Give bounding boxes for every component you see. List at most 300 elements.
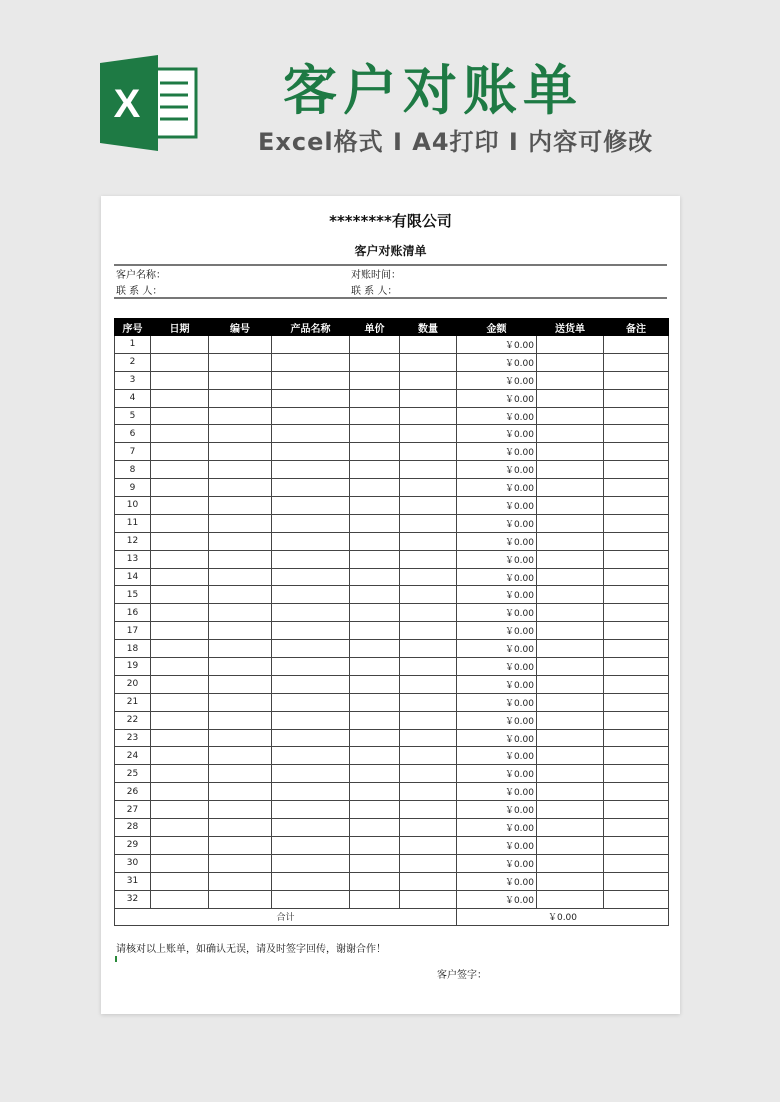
- table-cell[interactable]: [537, 819, 604, 837]
- table-cell[interactable]: [400, 622, 457, 640]
- table-cell[interactable]: [604, 783, 669, 801]
- amount-cell[interactable]: ￥0.00: [457, 854, 537, 872]
- table-cell[interactable]: [272, 890, 350, 908]
- table-cell[interactable]: [604, 836, 669, 854]
- table-cell[interactable]: [350, 729, 400, 747]
- table-cell[interactable]: [272, 443, 350, 461]
- table-cell[interactable]: [400, 890, 457, 908]
- table-cell[interactable]: [350, 336, 400, 354]
- table-cell[interactable]: [209, 819, 272, 837]
- table-cell[interactable]: [151, 819, 209, 837]
- table-cell[interactable]: [151, 854, 209, 872]
- table-cell[interactable]: [272, 389, 350, 407]
- table-cell[interactable]: [537, 336, 604, 354]
- table-cell[interactable]: [209, 371, 272, 389]
- table-cell[interactable]: [151, 532, 209, 550]
- table-cell[interactable]: [272, 854, 350, 872]
- svg-text:X: X: [113, 82, 141, 126]
- table-row: [115, 890, 669, 908]
- table-cell[interactable]: [400, 586, 457, 604]
- table-cell[interactable]: [151, 801, 209, 819]
- table-cell[interactable]: [272, 801, 350, 819]
- amount-cell[interactable]: ￥0.00: [457, 711, 537, 729]
- total-value: ￥0.00: [457, 908, 669, 926]
- table-cell[interactable]: [400, 443, 457, 461]
- table-cell[interactable]: [209, 729, 272, 747]
- column-header: 日期: [151, 319, 209, 336]
- table-cell[interactable]: [151, 729, 209, 747]
- table-cell[interactable]: [272, 371, 350, 389]
- row-number-cell: 13: [115, 550, 151, 568]
- table-cell[interactable]: [350, 389, 400, 407]
- table-cell[interactable]: [400, 425, 457, 443]
- table-cell[interactable]: [209, 658, 272, 676]
- amount-cell[interactable]: ￥0.00: [457, 872, 537, 890]
- total-row: [115, 908, 669, 926]
- table-cell[interactable]: [151, 514, 209, 532]
- table-cell[interactable]: [400, 765, 457, 783]
- table-cell[interactable]: [537, 872, 604, 890]
- table-cell[interactable]: [537, 371, 604, 389]
- row-number-cell: 19: [115, 658, 151, 676]
- table-row: [115, 461, 669, 479]
- table-cell[interactable]: [151, 336, 209, 354]
- table-cell[interactable]: [537, 622, 604, 640]
- table-cell[interactable]: [350, 425, 400, 443]
- table-cell[interactable]: [209, 872, 272, 890]
- table-cell[interactable]: [209, 747, 272, 765]
- table-cell[interactable]: [400, 872, 457, 890]
- table-cell[interactable]: [537, 425, 604, 443]
- table-cell[interactable]: [272, 765, 350, 783]
- table-cell[interactable]: [209, 479, 272, 497]
- table-cell[interactable]: [272, 461, 350, 479]
- table-cell[interactable]: [151, 389, 209, 407]
- table-cell[interactable]: [537, 550, 604, 568]
- amount-cell[interactable]: ￥0.00: [457, 532, 537, 550]
- table-cell[interactable]: [604, 675, 669, 693]
- table-cell[interactable]: [272, 693, 350, 711]
- amount-cell[interactable]: ￥0.00: [457, 479, 537, 497]
- table-cell[interactable]: [400, 729, 457, 747]
- table-cell[interactable]: [537, 711, 604, 729]
- table-cell[interactable]: [272, 568, 350, 586]
- table-cell[interactable]: [604, 425, 669, 443]
- table-cell[interactable]: [151, 568, 209, 586]
- table-row: [115, 711, 669, 729]
- table-cell[interactable]: [537, 854, 604, 872]
- table-cell[interactable]: [400, 658, 457, 676]
- table-cell[interactable]: [350, 514, 400, 532]
- table-cell[interactable]: [151, 675, 209, 693]
- contact-label-right: 联 系 人：: [351, 286, 398, 297]
- table-cell[interactable]: [604, 640, 669, 658]
- table-cell[interactable]: [604, 729, 669, 747]
- table-cell[interactable]: [151, 604, 209, 622]
- table-cell[interactable]: [209, 353, 272, 371]
- table-cell[interactable]: [604, 497, 669, 515]
- amount-cell[interactable]: ￥0.00: [457, 729, 537, 747]
- table-cell[interactable]: [151, 890, 209, 908]
- table-cell[interactable]: [400, 604, 457, 622]
- table-cell[interactable]: [604, 658, 669, 676]
- table-row: [115, 497, 669, 515]
- table-cell[interactable]: [209, 550, 272, 568]
- table-cell[interactable]: [604, 711, 669, 729]
- table-cell[interactable]: [209, 461, 272, 479]
- row-number-cell: 27: [115, 801, 151, 819]
- table-cell[interactable]: [151, 353, 209, 371]
- amount-cell[interactable]: ￥0.00: [457, 801, 537, 819]
- row-number-cell: 9: [115, 479, 151, 497]
- table-cell[interactable]: [209, 783, 272, 801]
- table-cell[interactable]: [604, 532, 669, 550]
- table-cell[interactable]: [400, 497, 457, 515]
- table-cell[interactable]: [209, 604, 272, 622]
- table-cell[interactable]: [350, 801, 400, 819]
- amount-cell[interactable]: ￥0.00: [457, 407, 537, 425]
- table-cell[interactable]: [209, 836, 272, 854]
- table-cell[interactable]: [151, 461, 209, 479]
- table-cell[interactable]: [350, 640, 400, 658]
- table-cell[interactable]: [272, 550, 350, 568]
- table-cell[interactable]: [604, 407, 669, 425]
- table-row: [115, 407, 669, 425]
- table-cell[interactable]: [209, 640, 272, 658]
- table-cell[interactable]: [350, 550, 400, 568]
- table-cell[interactable]: [272, 479, 350, 497]
- table-cell[interactable]: [272, 407, 350, 425]
- column-header: 产品名称: [272, 319, 350, 336]
- table-cell[interactable]: [272, 658, 350, 676]
- amount-cell[interactable]: ￥0.00: [457, 693, 537, 711]
- table-cell[interactable]: [151, 658, 209, 676]
- amount-cell[interactable]: ￥0.00: [457, 371, 537, 389]
- table-cell[interactable]: [209, 801, 272, 819]
- amount-cell[interactable]: ￥0.00: [457, 765, 537, 783]
- amount-cell[interactable]: ￥0.00: [457, 658, 537, 676]
- row-number-cell: 31: [115, 872, 151, 890]
- table-cell[interactable]: [151, 765, 209, 783]
- table-cell[interactable]: [400, 550, 457, 568]
- table-cell[interactable]: [604, 622, 669, 640]
- table-cell[interactable]: [604, 819, 669, 837]
- table-row: [115, 389, 669, 407]
- row-number-cell: 25: [115, 765, 151, 783]
- table-cell[interactable]: [604, 747, 669, 765]
- table-cell[interactable]: [350, 693, 400, 711]
- table-cell[interactable]: [350, 407, 400, 425]
- table-cell[interactable]: [272, 425, 350, 443]
- amount-cell[interactable]: ￥0.00: [457, 353, 537, 371]
- customer-name-label: 客户名称：: [116, 270, 166, 281]
- table-cell[interactable]: [537, 604, 604, 622]
- table-cell[interactable]: [604, 872, 669, 890]
- table-cell[interactable]: [350, 854, 400, 872]
- table-cell[interactable]: [604, 443, 669, 461]
- table-cell[interactable]: [209, 443, 272, 461]
- amount-cell[interactable]: ￥0.00: [457, 461, 537, 479]
- table-cell[interactable]: [209, 532, 272, 550]
- row-number-cell: 14: [115, 568, 151, 586]
- table-cell[interactable]: [350, 658, 400, 676]
- table-row: [115, 836, 669, 854]
- table-cell[interactable]: [350, 586, 400, 604]
- table-row: [115, 872, 669, 890]
- table-cell[interactable]: [400, 836, 457, 854]
- table-cell[interactable]: [400, 783, 457, 801]
- table-cell[interactable]: [604, 389, 669, 407]
- table-cell[interactable]: [400, 479, 457, 497]
- table-cell[interactable]: [604, 353, 669, 371]
- row-number-cell: 16: [115, 604, 151, 622]
- table-row: [115, 336, 669, 354]
- table-cell[interactable]: [604, 461, 669, 479]
- table-cell[interactable]: [151, 693, 209, 711]
- table-cell[interactable]: [272, 586, 350, 604]
- table-cell[interactable]: [604, 586, 669, 604]
- table-cell[interactable]: [350, 622, 400, 640]
- table-cell[interactable]: [350, 819, 400, 837]
- table-cell[interactable]: [209, 586, 272, 604]
- table-cell[interactable]: [537, 783, 604, 801]
- table-cell[interactable]: [350, 497, 400, 515]
- table-cell[interactable]: [151, 407, 209, 425]
- table-cell[interactable]: [604, 854, 669, 872]
- banner: [0, 0, 780, 190]
- table-cell[interactable]: [151, 747, 209, 765]
- divider-bottom: [114, 297, 667, 299]
- table-cell[interactable]: [272, 640, 350, 658]
- amount-cell[interactable]: ￥0.00: [457, 819, 537, 837]
- amount-cell[interactable]: ￥0.00: [457, 336, 537, 354]
- amount-cell[interactable]: ￥0.00: [457, 550, 537, 568]
- table-cell[interactable]: [400, 819, 457, 837]
- table-cell[interactable]: [350, 604, 400, 622]
- table-cell[interactable]: [604, 336, 669, 354]
- table-cell[interactable]: [350, 783, 400, 801]
- amount-cell[interactable]: ￥0.00: [457, 622, 537, 640]
- table-cell[interactable]: [400, 675, 457, 693]
- amount-cell[interactable]: ￥0.00: [457, 675, 537, 693]
- table-cell[interactable]: [350, 711, 400, 729]
- table-cell[interactable]: [209, 425, 272, 443]
- table-cell[interactable]: [604, 568, 669, 586]
- table-cell[interactable]: [400, 801, 457, 819]
- table-cell[interactable]: [272, 532, 350, 550]
- row-number-cell: 21: [115, 693, 151, 711]
- table-cell[interactable]: [272, 729, 350, 747]
- table-cell[interactable]: [209, 693, 272, 711]
- table-cell[interactable]: [209, 407, 272, 425]
- table-cell[interactable]: [350, 747, 400, 765]
- table-cell[interactable]: [209, 336, 272, 354]
- table-cell[interactable]: [537, 479, 604, 497]
- table-row: [115, 640, 669, 658]
- table-cell[interactable]: [400, 353, 457, 371]
- table-cell[interactable]: [272, 783, 350, 801]
- table-cell[interactable]: [151, 783, 209, 801]
- table-cell[interactable]: [209, 622, 272, 640]
- table-cell[interactable]: [350, 872, 400, 890]
- table-cell[interactable]: [272, 514, 350, 532]
- table-cell[interactable]: [209, 675, 272, 693]
- total-label: 合计: [115, 908, 457, 926]
- table-cell[interactable]: [209, 765, 272, 783]
- table-cell[interactable]: [272, 675, 350, 693]
- table-cell[interactable]: [537, 890, 604, 908]
- table-cell[interactable]: [151, 425, 209, 443]
- table-cell[interactable]: [151, 443, 209, 461]
- table-cell[interactable]: [272, 711, 350, 729]
- table-cell[interactable]: [400, 640, 457, 658]
- amount-cell[interactable]: ￥0.00: [457, 604, 537, 622]
- table-cell[interactable]: [350, 836, 400, 854]
- table-cell[interactable]: [151, 497, 209, 515]
- table-cell[interactable]: [151, 479, 209, 497]
- table-cell[interactable]: [151, 622, 209, 640]
- table-cell[interactable]: [537, 461, 604, 479]
- table-cell[interactable]: [209, 514, 272, 532]
- confirmation-notice: 请核对以上账单，如确认无误，请及时签字回传，谢谢合作！: [116, 944, 386, 955]
- table-cell[interactable]: [537, 497, 604, 515]
- table-cell[interactable]: [400, 711, 457, 729]
- table-cell[interactable]: [400, 371, 457, 389]
- table-cell[interactable]: [209, 890, 272, 908]
- table-cell[interactable]: [151, 640, 209, 658]
- table-cell[interactable]: [537, 353, 604, 371]
- table-cell[interactable]: [604, 514, 669, 532]
- table-cell[interactable]: [272, 336, 350, 354]
- table-row: [115, 622, 669, 640]
- table-cell[interactable]: [209, 711, 272, 729]
- table-cell[interactable]: [537, 640, 604, 658]
- table-cell[interactable]: [151, 550, 209, 568]
- table-cell[interactable]: [272, 819, 350, 837]
- table-cell[interactable]: [350, 461, 400, 479]
- table-cell[interactable]: [209, 389, 272, 407]
- row-number-cell: 20: [115, 675, 151, 693]
- table-cell[interactable]: [151, 586, 209, 604]
- table-cell[interactable]: [350, 675, 400, 693]
- green-mark: [115, 956, 117, 962]
- table-cell[interactable]: [604, 890, 669, 908]
- row-number-cell: 23: [115, 729, 151, 747]
- table-cell[interactable]: [537, 729, 604, 747]
- table-cell[interactable]: [400, 693, 457, 711]
- row-number-cell: 11: [115, 514, 151, 532]
- table-cell[interactable]: [537, 389, 604, 407]
- table-cell[interactable]: [272, 836, 350, 854]
- table-cell[interactable]: [350, 568, 400, 586]
- table-cell[interactable]: [604, 801, 669, 819]
- table-cell[interactable]: [151, 371, 209, 389]
- table-cell[interactable]: [272, 622, 350, 640]
- amount-cell[interactable]: ￥0.00: [457, 568, 537, 586]
- table-cell[interactable]: [400, 514, 457, 532]
- table-row: [115, 479, 669, 497]
- table-cell[interactable]: [604, 550, 669, 568]
- table-row: [115, 568, 669, 586]
- table-cell[interactable]: [537, 658, 604, 676]
- table-cell[interactable]: [400, 389, 457, 407]
- table-cell[interactable]: [272, 353, 350, 371]
- amount-cell[interactable]: ￥0.00: [457, 425, 537, 443]
- table-cell[interactable]: [272, 604, 350, 622]
- table-cell[interactable]: [537, 765, 604, 783]
- table-row: [115, 586, 669, 604]
- table-cell[interactable]: [272, 872, 350, 890]
- amount-cell[interactable]: ￥0.00: [457, 443, 537, 461]
- table-cell[interactable]: [400, 532, 457, 550]
- column-header: 编号: [209, 319, 272, 336]
- amount-cell[interactable]: ￥0.00: [457, 586, 537, 604]
- amount-cell[interactable]: ￥0.00: [457, 640, 537, 658]
- table-cell[interactable]: [537, 675, 604, 693]
- row-number-cell: 26: [115, 783, 151, 801]
- table-cell[interactable]: [537, 693, 604, 711]
- amount-cell[interactable]: ￥0.00: [457, 890, 537, 908]
- table-cell[interactable]: [151, 711, 209, 729]
- table-cell[interactable]: [151, 836, 209, 854]
- table-cell[interactable]: [209, 854, 272, 872]
- table-cell[interactable]: [604, 765, 669, 783]
- amount-cell[interactable]: ￥0.00: [457, 747, 537, 765]
- amount-cell[interactable]: ￥0.00: [457, 783, 537, 801]
- table-cell[interactable]: [350, 479, 400, 497]
- table-cell[interactable]: [537, 586, 604, 604]
- table-cell[interactable]: [272, 497, 350, 515]
- column-header: 数量: [400, 319, 457, 336]
- table-cell[interactable]: [604, 604, 669, 622]
- table-cell[interactable]: [537, 836, 604, 854]
- table-cell[interactable]: [537, 801, 604, 819]
- table-cell[interactable]: [604, 371, 669, 389]
- table-cell[interactable]: [350, 890, 400, 908]
- table-cell[interactable]: [209, 568, 272, 586]
- table-cell[interactable]: [272, 747, 350, 765]
- table-cell[interactable]: [400, 407, 457, 425]
- amount-cell[interactable]: ￥0.00: [457, 514, 537, 532]
- table-cell[interactable]: [537, 514, 604, 532]
- table-cell[interactable]: [400, 854, 457, 872]
- table-cell[interactable]: [151, 872, 209, 890]
- amount-cell[interactable]: ￥0.00: [457, 389, 537, 407]
- amount-cell[interactable]: ￥0.00: [457, 497, 537, 515]
- table-cell[interactable]: [400, 747, 457, 765]
- table-cell[interactable]: [537, 568, 604, 586]
- table-cell[interactable]: [350, 371, 400, 389]
- table-cell[interactable]: [350, 532, 400, 550]
- table-cell[interactable]: [537, 532, 604, 550]
- table-cell[interactable]: [537, 443, 604, 461]
- row-number-cell: 6: [115, 425, 151, 443]
- table-cell[interactable]: [350, 353, 400, 371]
- table-cell[interactable]: [209, 497, 272, 515]
- table-cell[interactable]: [400, 461, 457, 479]
- column-header: 送货单: [537, 319, 604, 336]
- table-cell[interactable]: [537, 407, 604, 425]
- amount-cell[interactable]: ￥0.00: [457, 836, 537, 854]
- table-cell[interactable]: [604, 693, 669, 711]
- table-row: [115, 371, 669, 389]
- table-cell[interactable]: [537, 747, 604, 765]
- table-cell[interactable]: [400, 336, 457, 354]
- table-cell[interactable]: [604, 479, 669, 497]
- table-cell[interactable]: [350, 765, 400, 783]
- table-cell[interactable]: [400, 568, 457, 586]
- table-cell[interactable]: [350, 443, 400, 461]
